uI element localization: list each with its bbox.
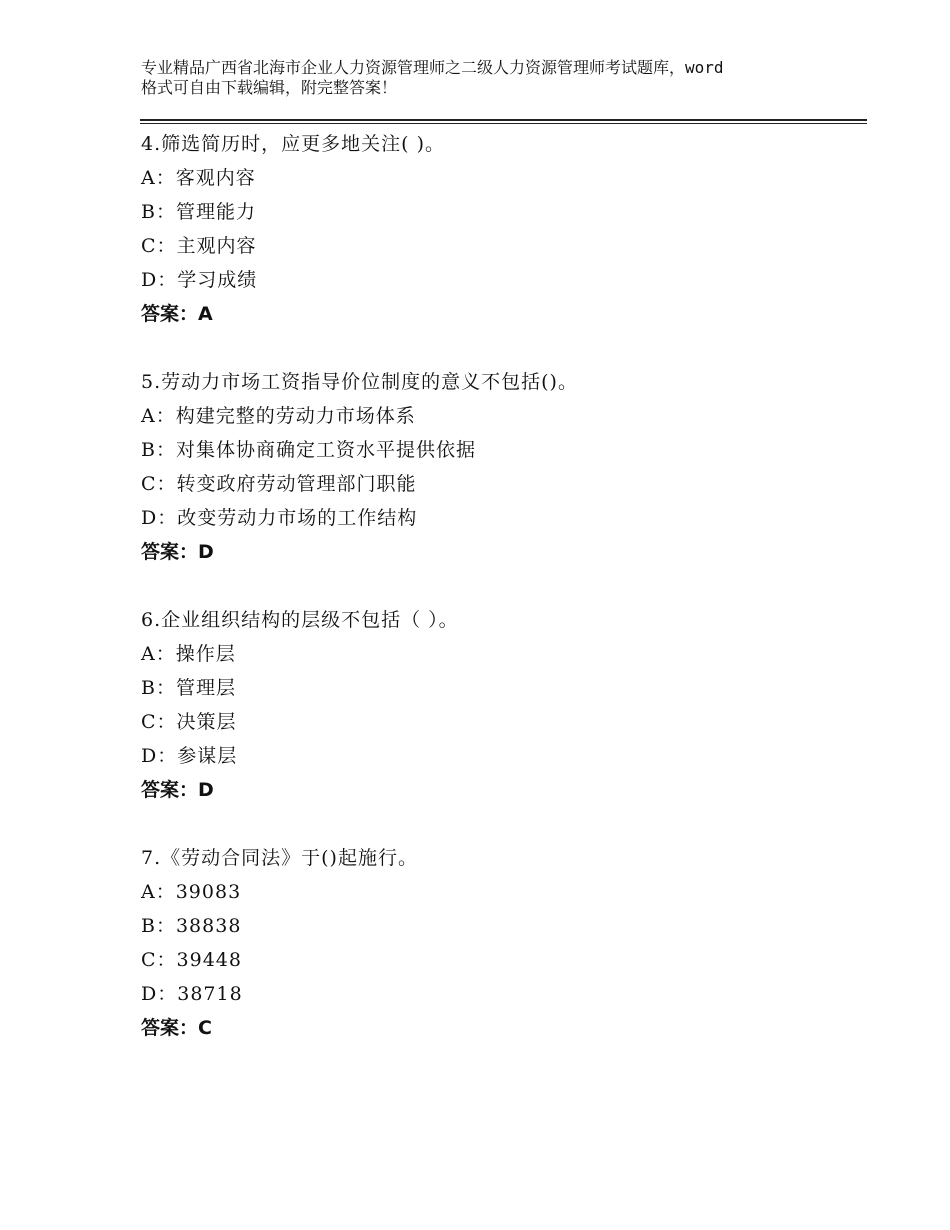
header-title-line-2: 格式可自由下载编辑，附完整答案！ (141, 78, 398, 97)
answer-label: 答案：D (141, 541, 214, 563)
answer-label: 答案：D (141, 779, 214, 801)
option-b: B：对集体协商确定工资水平提供依据 (141, 439, 476, 461)
option-b: B：管理层 (141, 677, 236, 699)
question-4 (141, 127, 851, 331)
question-list (141, 127, 851, 1079)
option-b: B：管理能力 (141, 201, 256, 223)
answer-label: 答案：C (141, 1017, 212, 1039)
question-stem: 6.企业组织结构的层级不包括（ ）。 (141, 609, 459, 631)
option-c: C：39448 (141, 949, 242, 971)
option-a: A：39083 (141, 881, 242, 903)
question-stem: 5.劳动力市场工资指导价位制度的意义不包括()。 (141, 371, 578, 393)
option-a: A：操作层 (141, 643, 236, 665)
option-c: C：决策层 (141, 711, 237, 733)
question-6 (141, 603, 851, 807)
option-d: D：38718 (141, 983, 243, 1005)
header-title-line-1: 专业精品广西省北海市企业人力资源管理师之二级人力资源管理师考试题库，word (141, 58, 724, 77)
question-7 (141, 841, 851, 1045)
header-divider (140, 119, 867, 124)
option-d: D：学习成绩 (141, 269, 258, 291)
question-stem: 4.筛选简历时，应更多地关注( )。 (141, 133, 445, 155)
document-header (141, 58, 841, 98)
option-c: C：转变政府劳动管理部门职能 (141, 473, 417, 495)
answer-label: 答案：A (141, 303, 213, 325)
option-a: A：构建完整的劳动力市场体系 (141, 405, 416, 427)
option-d: D：改变劳动力市场的工作结构 (141, 507, 418, 529)
question-stem: 7.《劳动合同法》于()起施行。 (141, 847, 418, 869)
option-c: C：主观内容 (141, 235, 257, 257)
option-d: D：参谋层 (141, 745, 238, 767)
option-a: A：客观内容 (141, 167, 256, 189)
option-b: B：38838 (141, 915, 242, 937)
question-5 (141, 365, 851, 569)
